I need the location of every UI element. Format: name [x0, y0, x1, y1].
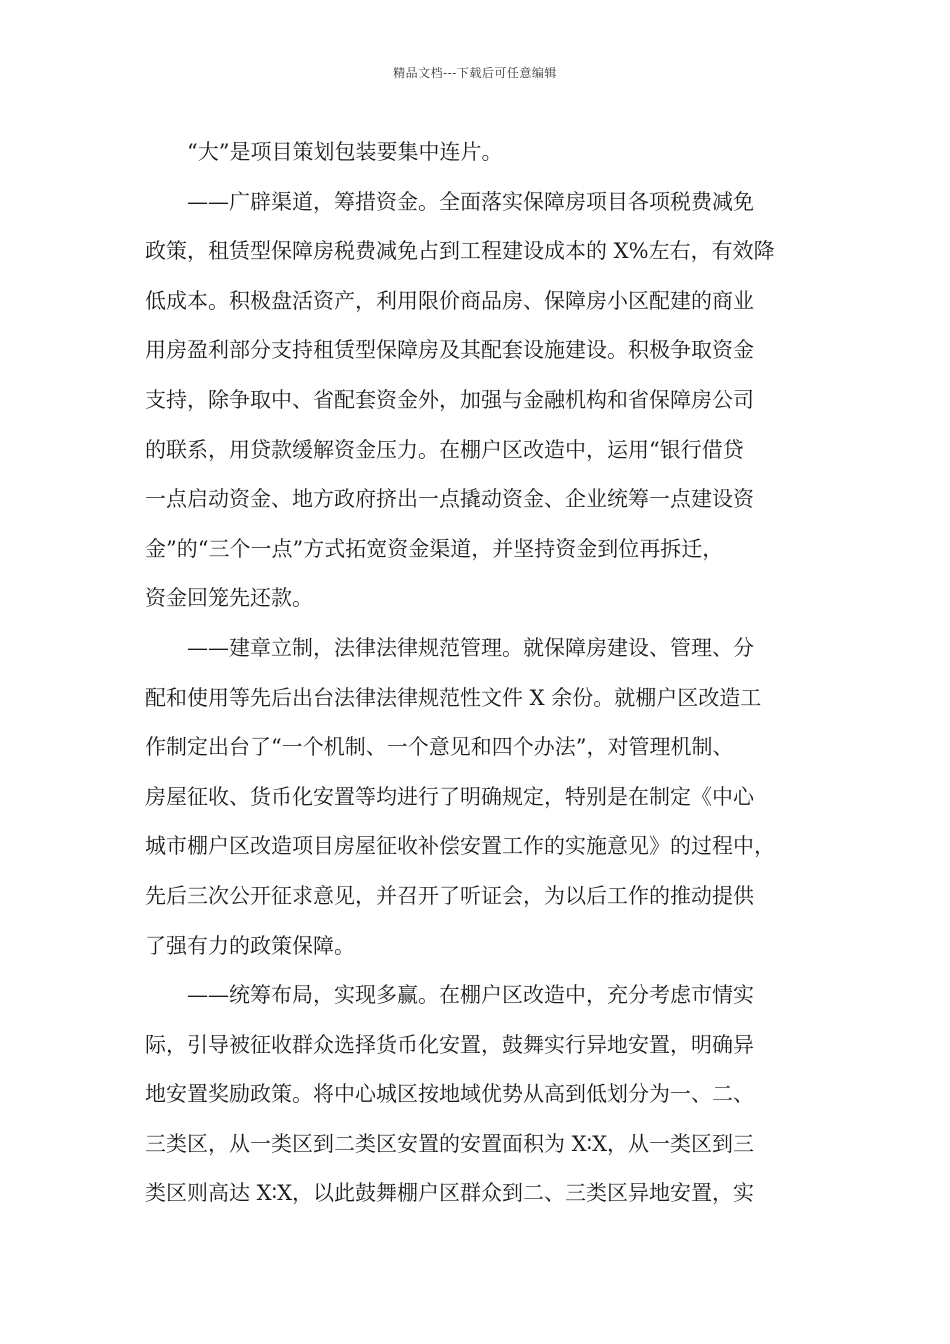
text-line: 政策，租赁型保障房税费减免占到工程建设成本的 X%左右，有效降 — [145, 239, 775, 264]
page-header: 精品文档---下载后可任意编辑 — [393, 66, 557, 80]
text-line: 低成本。积极盘活资产，利用限价商品房、保障房小区配建的商业 — [145, 288, 754, 313]
text-line: 配和使用等先后出台法律法律规范性文件 X 余份。就棚户区改造工 — [145, 685, 762, 710]
text-line: 房屋征收、货币化安置等均进行了明确规定，特别是在制定《中心 — [145, 784, 754, 809]
text-line: ——广辟渠道，筹措资金。全面落实保障房项目各项税费减免 — [187, 189, 754, 214]
text-line: 作制定出台了“一个机制、一个意见和四个办法”，对管理机制、 — [145, 735, 734, 760]
text-line: 类区则高达 X∶X，以此鼓舞棚户区群众到二、三类区异地安置，实 — [145, 1181, 755, 1206]
text-line: 一点启动资金、地方政府挤出一点撬动资金、企业统筹一点建设资 — [145, 487, 754, 512]
text-line: 际，引导被征收群众选择货币化安置，鼓舞实行异地安置，明确异 — [145, 1032, 754, 1057]
text-line: 的联系，用贷款缓解资金压力。在棚户区改造中，运用“银行借贷 — [145, 437, 744, 462]
text-line: 地安置奖励政策。将中心城区按地域优势从高到低划分为一、二、 — [145, 1082, 754, 1107]
text-line: 城市棚户区改造项目房屋征收补偿安置工作的实施意见》的过程中， — [145, 834, 775, 859]
text-line: ——统筹布局，实现多赢。在棚户区改造中，充分考虑市情实 — [187, 983, 754, 1008]
text-line: 先后三次公开征求意见，并召开了听证会，为以后工作的推动提供 — [145, 883, 754, 908]
text-line: 了强有力的政策保障。 — [145, 933, 355, 958]
text-line: 支持，除争取中、省配套资金外，加强与金融机构和省保障房公司 — [145, 387, 754, 412]
text-line: 资金回笼先还款。 — [145, 586, 313, 611]
text-line: 金”的“三个一点”方式拓宽资金渠道，并坚持资金到位再拆迁， — [145, 536, 724, 561]
text-line: “大”是项目策划包装要集中连片。 — [187, 140, 503, 164]
text-line: ——建章立制，法律法律规范管理。就保障房建设、管理、分 — [187, 635, 754, 660]
document-body — [145, 128, 805, 1219]
text-line: 三类区，从一类区到二类区安置的安置面积为 X∶X，从一类区到三 — [145, 1131, 755, 1156]
text-line: 用房盈利部分支持租赁型保障房及其配套设施建设。积极争取资金 — [145, 338, 754, 363]
